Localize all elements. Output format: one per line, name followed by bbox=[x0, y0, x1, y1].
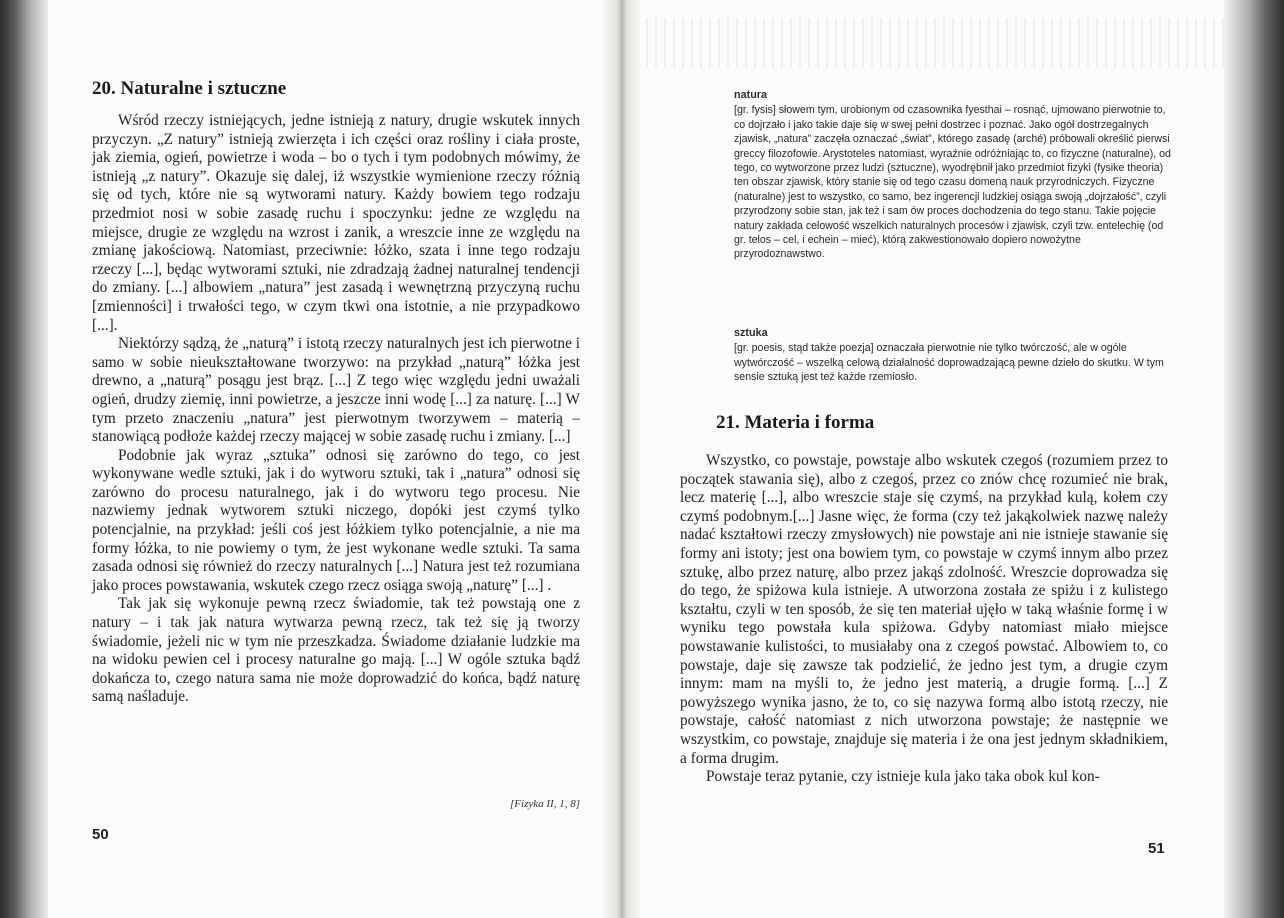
page-number-right: 51 bbox=[1148, 840, 1165, 857]
right-body-text bbox=[680, 452, 1168, 787]
left-page bbox=[0, 0, 622, 918]
paragraph: Powstaje teraz pytanie, czy istnieje kula jako taka obok kul kon- bbox=[706, 768, 1100, 786]
glossary-term: sztuka bbox=[734, 327, 768, 339]
paragraph: Wszystko, co powstaje, powstaje albo wskutek czegoś (rozumiem przez to początek stawania się), albo z czegoś, przez co znów chcę rozumieć nie brak, lecz materię [...], albo wreszcie staje się czymś, na przykład kulą, kołem czy czymś podobnym.[...] Jasne więc, że forma (czy też jakąkolwiek nazwę należy nadać kształtowi rzeczy zmysłowych) nie powstaje ani nie istnieje stawanie się formy ani istoty; jest ona bowiem tym, co powstaje w czymś innym albo przez sztukę, albo przez naturę, albo przez jakąś zdolność. Wreszcie doprowadza się do tego, że spiżowa kula istnieje. A utworzona została ze spiżu i z kulistego kształtu, czyli w ten sposób, że się ten materiał ujęło w taką właśnie formę i w wyniku tego powstała kula spiżowa. Gdyby natomiast miało miejsce powstawanie kulistości, to musiałaby ona z czegoś powstać. Albowiem to, co powstaje, daje się zawsze tak podzielić, że jedno jest tym, a drugie czym innym: mam na myśli to, że jedno jest materią, a drugie formą. [...] Z powyższego wynika jasno, że to, co się nazywa formą albo istotą rzeczy, nie powstaje, całość natomiast z nich utworzona powstaje; że następnie we wszystkim, co powstaje, znajduje się materia i że ona jest jednym składnikiem, a forma drugim. bbox=[680, 452, 1168, 767]
paragraph: Podobnie jak wyraz „sztuka” odnosi się zarówno do tego, co jest wykonywane wedle sztuki, jak i do wytworu sztuki, tak i „natura” odnosi się zarówno do procesu naturalnego, jak i do wytworu tego procesu. Nie nazwiemy jednak wytworem sztuki niczego, dopóki jest czymś tylko potencjalnie, na przykład: jeśli coś jest łóżkiem tylko potencjalnie, a nie ma formy łóżka, to nie powiemy o tym, że jest wykonane wedle sztuki. Ta sama zasada odnosi się również do rzeczy naturalnych [...] Natura jest też rozumiana jako proces powstawania, wskutek czego rzecz osiąga swoją „naturę” [...] . bbox=[92, 446, 580, 594]
glossary-entry-natura bbox=[734, 88, 1174, 262]
right-scan-edge bbox=[1224, 0, 1284, 918]
glossary-term: natura bbox=[734, 89, 767, 101]
paragraph: Wśród rzeczy istniejących, jedne istnieją z natury, drugie wskutek innych przyczyn. „Z natury” istnieją zwierzęta i ich części oraz rośliny i ciała proste, jak ziemia, ogień, powietrze i woda – bo o tych i tym podobnych mówimy, że istnieją „z natury”. Okazuje się dalej, iż wszystkie wymienione rzeczy różnią się od tych, które nie są wytworami natury. Każdy bowiem tego rodzaju przedmiot nosi w sobie zasadę ruchu i spoczynku: jedne ze względu na miejsce, drugie ze względu na wzrost i zanik, a wreszcie inne ze względu na zmianę jakościową. Natomiast, przeciwnie: łóżko, szata i inne tego rodzaju rzeczy [...], będąc wytworami sztuki, nie zdradzają żadnej naturalnej tendencji do zmiany. [...] albowiem „natura” jest zasadą i wewnętrzną przyczyną ruchu [zmienności] i trwałości tego, w czym tkwi ona istotnie, a nie przypadkowo [...]. bbox=[92, 112, 580, 334]
scan-noise bbox=[628, 18, 1228, 68]
section-title-20: 20. Naturalne i sztuczne bbox=[92, 78, 287, 99]
section-title-21: 21. Materia i forma bbox=[716, 412, 875, 433]
page-number-left: 50 bbox=[92, 826, 109, 843]
glossary-entry-sztuka bbox=[734, 326, 1174, 385]
left-body-text bbox=[92, 112, 580, 707]
source-citation: [Fizyka II, 1, 8] bbox=[510, 798, 580, 810]
book-spine bbox=[604, 0, 640, 918]
paragraph: Tak jak się wykonuje pewną rzecz świadomie, tak też powstają one z natury – i tak jak natura wytwarza pewną rzecz, tak też się ją tworzy świadomie, jeżeli nic w tym nie przeszkadza. Świadome działanie ludzkie ma na widoku pewien cel i procesy naturalne go mają. [...] W ogóle sztuka bądź dokańcza to, czego natura sama nie może doprowadzić do końca, bądź naturę samą naśladuje. bbox=[92, 595, 580, 706]
glossary-definition: [gr. poesis, stąd także poezja] oznaczała pierwotnie nie tylko twórczość, ale w ogóle wytwórczość – wszelką celową działalność doprowadzającą pewne dzieło do skutku. W tym sensie sztuką jest też każde rzemiosło. bbox=[734, 342, 1164, 384]
left-scan-edge bbox=[0, 0, 48, 918]
paragraph: Niektórzy sądzą, że „naturą” i istotą rzeczy naturalnych jest ich pierwotne i samo w sobie nieukształtowane tworzywo: na przykład „naturą” łóżka jest drewno, a „naturą” posągu jest brąz. [...] Z tego więc względu jedni uważali ogień, drudzy ziemię, inni powietrze, a jeszcze inni wodę [...] za naturę. [...] W tym przeto znaczeniu „natura” jest pierwotnym tworzywem – materią – stanowiącą podłoże każdej rzeczy mającej w sobie zasadę ruchu i zmiany. [...] bbox=[92, 335, 580, 446]
glossary-definition: [gr. fysis] słowem tym, urobionym od czasownika fyesthai – rosnąć, ujmowano pierwotnie to, co dojrzało i jako takie daje się w swej pełni dostrzec i poznać. Jako ogół dostrzegalnych zjawisk, „natura” zaczęła oznaczać „świat”, którego zasadę (arché) próbowali określić pierwsi greccy filozofowie. Arystoteles natomiast, wyraźnie odróżniając to, co fizyczne (naturalne), od tego, co wytworzone przez ludzi (sztuczne), wyodrębnił jako przedmiot fizyki (fysike theoria) ten obszar zjawisk, który stanie się od tego czasu domeną nauk przyrodniczych. Fizyczne (naturalne) jest to wszystko, co samo, bez ingerencji ludzkiej osiąga swoją „dojrzałość”, czyli przyrodzony sobie stan, jak też i sam ów proces dochodzenia do tego stanu. Takie pojęcie natury zakłada celowość wszelkich naturalnych procesów i zjawisk, czyli tzw. entelechię (od gr. telos – cel, i echein – mieć), którą zakwestionowało dopiero nowożytne przyrodoznawstwo. bbox=[734, 104, 1171, 261]
